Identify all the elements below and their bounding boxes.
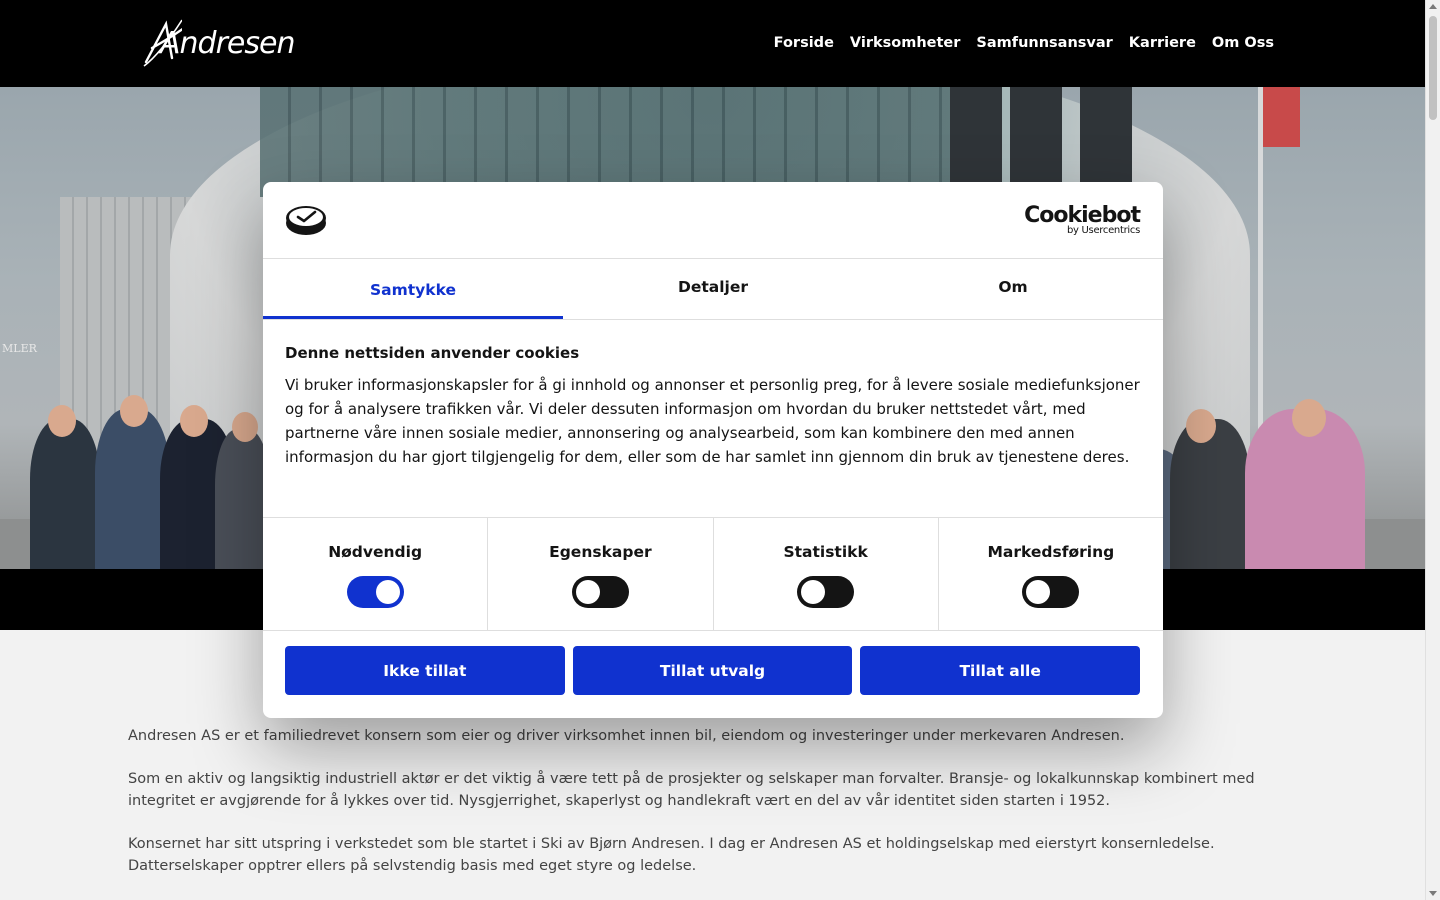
cookie-dialog-body: [285, 344, 1145, 469]
nav-om-oss[interactable]: Om Oss: [1211, 35, 1274, 51]
toggle-egenskaper[interactable]: [572, 576, 629, 608]
nav-virksomheter[interactable]: Virksomheter: [849, 35, 961, 51]
andresen-logo[interactable]: [142, 18, 302, 70]
about-content: [128, 725, 1298, 898]
toggle-knob: [376, 580, 400, 604]
about-paragraph: Andresen AS er et familiedrevet konsern som eier og driver virksomhet innen bil, eiendom og investeringer under merkevaren Andresen.: [128, 728, 1125, 744]
hero-sign-text: MLER: [2, 342, 37, 355]
cookie-dialog-title: Denne nettsiden anvender cookies: [285, 344, 580, 362]
about-paragraph: Som en aktiv og langsiktig industriell aktør er det viktig å være tett på de prosjekter og selskaper man forvalter. Bransje- og lokalkunnskap kombinert med integritet er avgjørende for å lykkes over tid. Nysgjerrighet, skaperlyst og handlekraft vært en del av vår identitet siden starten i 1952.: [128, 771, 1255, 809]
toggle-markedsforing[interactable]: [1022, 576, 1079, 608]
hero-flag-red: [1260, 87, 1300, 147]
toggle-cell-egenskaper: [488, 518, 713, 630]
tab-om[interactable]: Om: [998, 278, 1028, 296]
toggle-knob: [576, 580, 600, 604]
tab-samtykke[interactable]: Samtykke: [263, 259, 563, 319]
toggle-label: Nødvendig: [328, 543, 423, 561]
toggle-cell-nodvendig: [263, 518, 488, 630]
allow-selection-button[interactable]: Tillat utvalg: [573, 646, 853, 695]
toggle-nodvendig[interactable]: [347, 576, 404, 608]
toggle-cell-statistikk: [714, 518, 939, 630]
toggle-statistikk[interactable]: [797, 576, 854, 608]
scroll-down-arrow-icon[interactable]: [1429, 891, 1437, 896]
cookie-dialog-buttons: [285, 646, 1140, 695]
cookiebot-name: Cookiebot: [1024, 203, 1140, 228]
cookie-icon: [285, 204, 327, 236]
cookie-dialog-text: Vi bruker informasjonskapsler for å gi innhold og annonser et personlig preg, for å levere sosiale mediefunksjoner og for å analysere trafikken vår. Vi deler dessuten informasjon om hvordan du bruker nettstedet vårt, med partnerne våre innen sosiale medier, annonsering og analysearbeid, som kan kombinere den med annen informasjon du har gjort tilgjengelig for dem, eller som de har samlet inn gjennom din bruk av tjenestene deres.: [285, 376, 1140, 466]
cookie-dialog-tabs: [263, 259, 1163, 320]
cookiebot-sub: by Usercentrics: [1066, 225, 1140, 236]
scroll-up-arrow-icon[interactable]: [1429, 4, 1437, 9]
toggle-label: Markedsføring: [987, 543, 1115, 561]
nav-karriere[interactable]: Karriere: [1128, 35, 1196, 51]
scroll-thumb[interactable]: [1429, 16, 1437, 120]
deny-button[interactable]: Ikke tillat: [285, 646, 565, 695]
allow-all-button[interactable]: Tillat alle: [860, 646, 1140, 695]
nav-samfunnsansvar[interactable]: Samfunnsansvar: [976, 35, 1113, 51]
toggle-cell-markedsforing: [939, 518, 1163, 630]
logo-text: Andresen: [160, 26, 295, 61]
main-nav: [774, 35, 1274, 51]
cookie-consent-dialog: [263, 182, 1163, 718]
toggle-knob: [801, 580, 825, 604]
hero-building-glass: [260, 87, 980, 197]
page-scrollbar[interactable]: [1425, 0, 1440, 900]
about-paragraph: Konsernet har sitt utspring i verkstedet som ble startet i Ski av Bjørn Andresen. I dag er Andresen AS et holdingselskap med eierstyrt konsernledelse. Datterselskaper opptrer ellers på selvstendig basis med eget styre og ledelse.: [128, 836, 1215, 874]
tab-detaljer[interactable]: Detaljer: [677, 278, 749, 296]
toggle-knob: [1026, 580, 1050, 604]
cookie-dialog-header: [263, 182, 1163, 259]
cookie-category-toggles: [263, 517, 1163, 631]
toggle-label: Statistikk: [783, 543, 868, 561]
cookiebot-logo[interactable]: [1024, 204, 1140, 236]
site-header: [0, 0, 1425, 87]
toggle-label: Egenskaper: [549, 543, 652, 561]
nav-forside[interactable]: Forside: [773, 35, 834, 51]
